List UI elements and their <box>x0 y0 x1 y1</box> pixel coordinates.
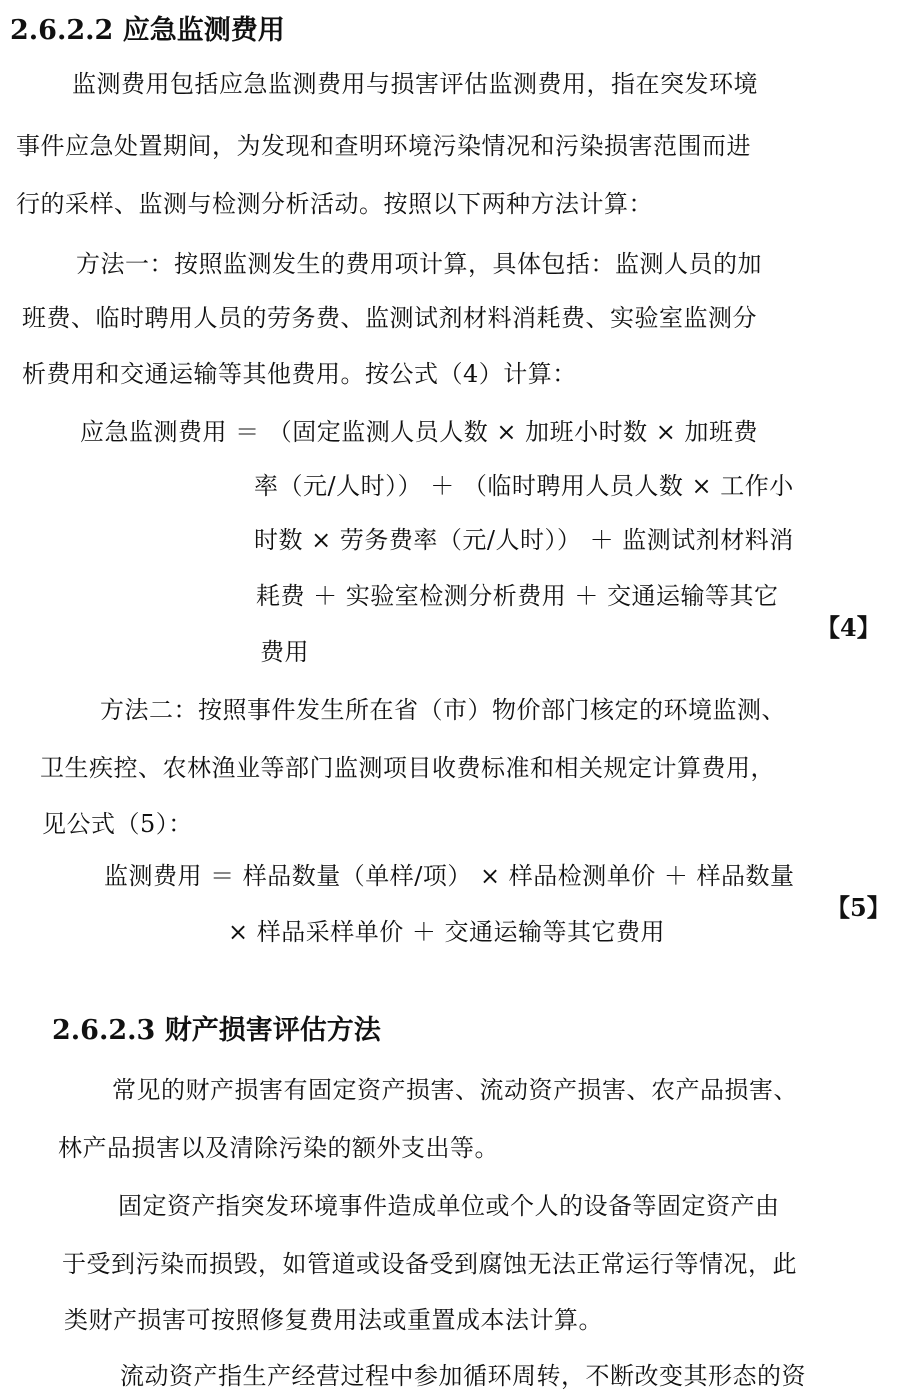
formula4-line-5: 费用 <box>260 638 309 666</box>
property-para2-line-3: 类财产损害可按照修复费用法或重置成本法计算。 <box>64 1306 603 1334</box>
property-para2-line-1: 固定资产指突发环境事件造成单位或个人的设备等固定资产由 <box>118 1192 780 1220</box>
property-para1-line-1: 常见的财产损害有固定资产损害、流动资产损害、农产品损害、 <box>112 1076 798 1104</box>
equation-number-5: 【5】 <box>826 893 891 922</box>
formula4-line-4: 耗费 ＋ 实验室检测分析费用 ＋ 交通运输等其它 <box>256 582 779 610</box>
method1-line-1: 方法一：按照监测发生的费用项计算，具体包括：监测人员的加 <box>76 250 762 278</box>
formula5-line-1: 监测费用 ＝ 样品数量（单样/项） × 样品检测单价 ＋ 样品数量 <box>104 862 795 890</box>
intro-line-3: 行的采样、监测与检测分析活动。按照以下两种方法计算： <box>16 190 653 218</box>
section-heading-2-6-2-3: 2.6.2.3 财产损害评估方法 <box>52 1015 381 1046</box>
method2-line-3: 见公式（5）： <box>42 810 193 838</box>
formula4-line-1: 应急监测费用 ＝ （固定监测人员人数 × 加班小时数 × 加班费 <box>80 418 758 446</box>
method1-line-3: 析费用和交通运输等其他费用。按公式（4）计算： <box>22 360 577 388</box>
section-heading-2-6-2-2: 2.6.2.2 应急监测费用 <box>10 15 285 46</box>
formula4-line-3: 时数 × 劳务费率（元/人时）） ＋ 监测试剂材料消 <box>254 526 794 554</box>
method1-line-2: 班费、临时聘用人员的劳务费、监测试剂材料消耗费、实验室监测分 <box>22 304 757 332</box>
method2-line-1: 方法二：按照事件发生所在省（市）物价部门核定的环境监测、 <box>100 696 786 724</box>
intro-line-1: 监测费用包括应急监测费用与损害评估监测费用，指在突发环境 <box>72 70 758 98</box>
formula4-line-2: 率（元/人时）） ＋ （临时聘用人员人数 × 工作小 <box>254 472 794 500</box>
intro-line-2: 事件应急处置期间，为发现和查明环境污染情况和污染损害范围而进 <box>16 132 751 160</box>
property-para2-line-2: 于受到污染而损毁，如管道或设备受到腐蚀无法正常运行等情况，此 <box>62 1250 797 1278</box>
formula5-line-2: × 样品采样单价 ＋ 交通运输等其它费用 <box>228 918 665 946</box>
property-para1-line-2: 林产品损害以及清除污染的额外支出等。 <box>58 1134 499 1162</box>
equation-number-4: 【4】 <box>816 613 881 642</box>
method2-line-2: 卫生疾控、农林渔业等部门监测项目收费标准和相关规定计算费用， <box>40 754 775 782</box>
property-para3-line-1: 流动资产指生产经营过程中参加循环周转，不断改变其形态的资 <box>120 1362 806 1390</box>
